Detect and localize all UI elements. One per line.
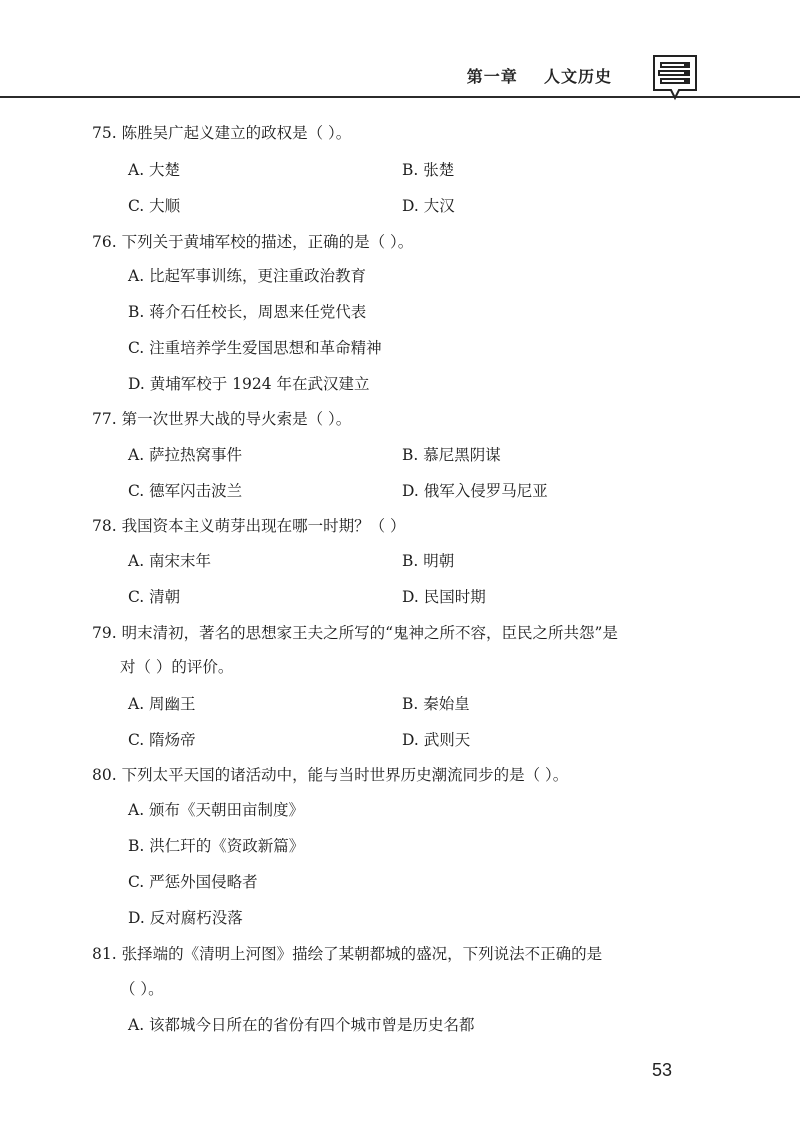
stacked-books-icon — [651, 52, 699, 102]
option: B. 明朝 — [402, 552, 455, 570]
option: A. 周幽王 — [128, 695, 196, 713]
question-stem-continued: 对（ ）的评价。 — [120, 658, 234, 676]
option: B. 蒋介石任校长，周恩来任党代表 — [128, 303, 367, 321]
option: A. 大楚 — [128, 161, 181, 179]
question-stem: 75. 陈胜吴广起义建立的政权是（ ）。 — [92, 124, 352, 142]
option: A. 该都城今日所在的省份有四个城市曾是历史名都 — [128, 1016, 475, 1034]
question-stem: 79. 明末清初，著名的思想家王夫之所写的“鬼神之所不容，臣民之所共怨”是 — [92, 624, 618, 642]
option: D. 俄军入侵罗马尼亚 — [402, 482, 548, 500]
option: D. 民国时期 — [402, 588, 486, 606]
option: D. 反对腐朽没落 — [128, 909, 243, 927]
option: C. 严惩外国侵略者 — [128, 873, 258, 891]
question-stem: 80. 下列太平天国的诸活动中，能与当时世界历史潮流同步的是（ ）。 — [92, 766, 569, 784]
option: A. 南宋末年 — [128, 552, 212, 570]
question-stem: 76. 下列关于黄埔军校的描述，正确的是（ ）。 — [92, 233, 414, 251]
question-stem: 81. 张择端的《清明上河图》描绘了某朝都城的盛况，下列说法不正确的是 — [92, 945, 603, 963]
option: C. 隋炀帝 — [128, 731, 196, 749]
option: D. 黄埔军校于 1924 年在武汉建立 — [128, 375, 370, 393]
page-number: 53 — [652, 1060, 673, 1080]
option: C. 德军闪击波兰 — [128, 482, 243, 500]
option: A. 比起军事训练，更注重政治教育 — [128, 267, 367, 285]
option: C. 大顺 — [128, 197, 181, 215]
option: B. 洪仁玕的《资政新篇》 — [128, 837, 305, 855]
option: D. 大汉 — [402, 197, 455, 215]
question-stem: 78. 我国资本主义萌芽出现在哪一时期？（ ） — [92, 517, 406, 535]
option: D. 武则天 — [402, 731, 471, 749]
option: C. 清朝 — [128, 588, 181, 606]
chapter-title: 第一章 人文历史 — [466, 67, 612, 86]
option: A. 萨拉热窝事件 — [128, 446, 243, 464]
question-stem-continued: （ ）。 — [120, 980, 164, 998]
option: B. 张楚 — [402, 161, 455, 179]
question-stem: 77. 第一次世界大战的导火索是（ ）。 — [92, 410, 352, 428]
page-header — [0, 0, 800, 110]
option: A. 颁布《天朝田亩制度》 — [128, 801, 305, 819]
option: B. 秦始皇 — [402, 695, 470, 713]
option: B. 慕尼黑阴谋 — [402, 446, 501, 464]
option: C. 注重培养学生爱国思想和革命精神 — [128, 339, 382, 357]
